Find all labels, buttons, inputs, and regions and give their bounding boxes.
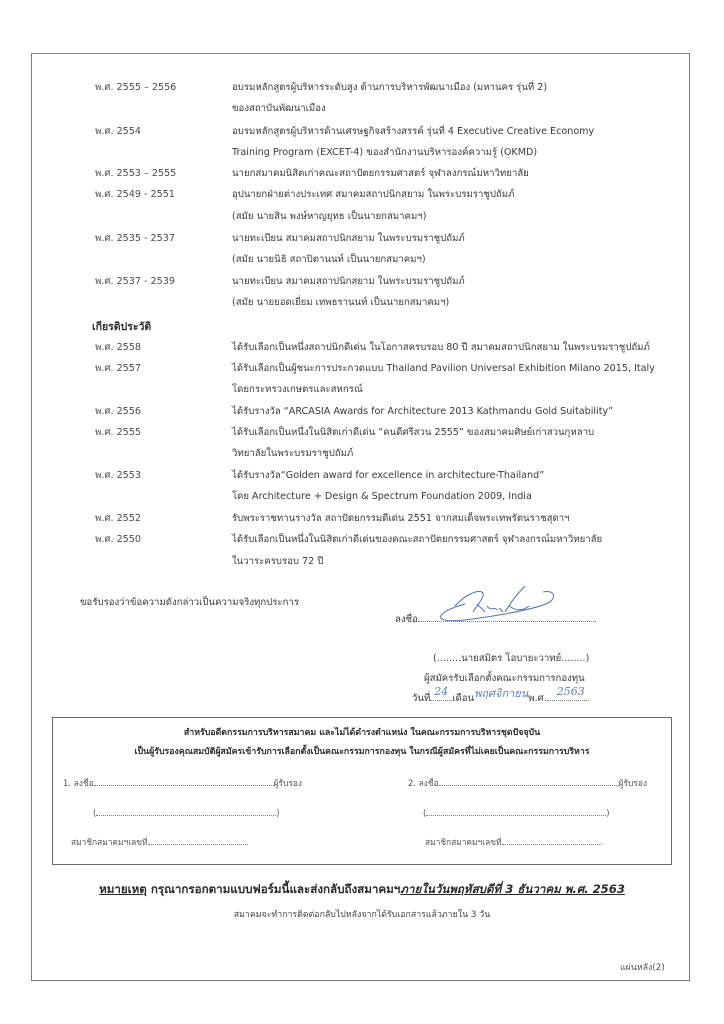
note-text: กรุณากรอกตามแบบฟอร์มนี้และส่งกลับถึงสมาคมฯ [146, 882, 401, 896]
description-line: ได้รับเลือกเป็นหนึ่งในนิสิตเก่าดีเด่นของคณะสถาปัตยกรรมศาสตร์ จุฬาลงกรณ์มหาวิทยาลัย [232, 534, 603, 545]
endorsement-heading-2: เป็นผู้รับรองคุณสมบัติผู้สมัครเข้ารับการเลือกตั้งเป็นคณะกรรมการกองทุน ในกรณีผู้สมัครที่ไม่เคยเป็นคณะกรรมการบริหาร [134, 747, 590, 757]
description-line: ของสถาบันพัฒนาเมือง [232, 103, 326, 114]
endorser-2-member-number-field[interactable] [425, 835, 602, 849]
description-line: ในวาระครบรอบ 72 ปี [232, 556, 324, 567]
endorser-number: 1. [63, 778, 71, 788]
deadline-note [0, 881, 724, 899]
description-line: ได้รับเลือกเป็นหนึ่งในนิสิตเก่าดีเด่น “คนดีศรีสวน 2555” ของสมาคมศิษย์เก่าสวนกุหลาบ [232, 427, 595, 438]
member-label: สมาชิกสมาคมฯเลขที่ [71, 837, 148, 847]
note-label: หมายเหตุ [99, 882, 147, 896]
year-label: พ.ศ. 2549 - 2551 [95, 189, 175, 200]
endorser-2-signature-field[interactable] [408, 776, 647, 790]
year-label: พ.ศ. 2550 [95, 534, 141, 545]
month-value[interactable]: พฤศจิกายน [474, 687, 529, 700]
applicant-signature-field[interactable] [395, 612, 596, 627]
description-line: อบรมหลักสูตรผู้บริหารด้านเศรษฐกิจสร้างสรรค์ รุ่นที่ 4 Executive Creative Economy [232, 126, 595, 137]
sign-label: ลงชื่อ [395, 614, 418, 625]
year-label: พ.ศ. 2537 - 2539 [95, 276, 175, 287]
day-value[interactable]: 24 [434, 685, 449, 698]
honors-heading: เกียรติประวัติ [92, 321, 152, 333]
description-line: ได้รับรางวัล “ARCASIA Awards for Architecture 2013 Kathmandu Gold Suitability” [232, 406, 614, 417]
year-label: พ.ศ. 2553 – 2555 [95, 168, 177, 179]
description-line: โดยกระทรวงเกษตรและสหกรณ์ [232, 384, 363, 395]
signature-date [412, 685, 589, 706]
applicant-name: (........นายสมิตร โอบายะวาทย์........) [433, 653, 590, 664]
year-label: พ.ศ. 2535 - 2537 [95, 233, 175, 244]
endorsement-heading-1: สำหรับอดีตกรรมการบริหารสมาคม และไม่ได้ดำรงตำแหน่ง ในคณะกรรมการบริหารชุดปัจจุบัน [183, 728, 541, 738]
description-line: (สมัย นายยอดเยี่ยม เทพธรานนท์ เป็นนายกสมาคมฯ) [232, 297, 450, 308]
description-line: นายทะเบียน สมาคมสถาปนิกสยาม ในพระบรมราชูปถัมภ์ [232, 233, 465, 244]
description-line: รับพระราชทานรางวัล สถาปัตยกรรมดีเด่น 2551 จากสมเด็จพระเทพรัตนราชสุดาฯ [232, 513, 570, 524]
description-line: Training Program (EXCET-4) ของสำนักงานบริหารองค์ความรู้ (OKMD) [232, 147, 538, 158]
year-label: พ.ศ. 2553 [95, 470, 141, 481]
note-deadline: ภายในวันพฤหัสบดีที่ 3 ธันวาคม พ.ศ. 2563 [400, 882, 625, 896]
description-line: นายทะเบียน สมาคมสถาปนิกสยาม ในพระบรมราชูปถัมภ์ [232, 276, 465, 287]
description-line: อุปนายกฝ่ายต่างประเทศ สมาคมสถาปนิกสยาม ในพระบรมราชูปถัมภ์ [232, 189, 515, 200]
description-line: อบรมหลักสูตรผู้บริหารระดับสูง ด้านการบริหารพัฒนาเมือง (มหานคร รุ่นที่ 2) [232, 82, 548, 93]
endorser-suffix: ผู้รับรอง [618, 778, 647, 788]
month-label: เดือน [452, 693, 475, 704]
page-label: แผ่นหลัง(2) [620, 963, 665, 973]
year-label: พ.ศ. 2555 [95, 427, 141, 438]
endorser-2-name-field[interactable]: ( ) [423, 808, 610, 818]
endorser-1-name-field[interactable]: ( ) [93, 808, 280, 818]
description-line: นายกสมาคมนิสิตเก่าคณะสถาปัตยกรรมศาสตร์ จุฬาลงกรณ์มหาวิทยาลัย [232, 168, 529, 179]
sign-label: ลงชื่อ [73, 778, 94, 788]
endorser-number: 2. [408, 778, 416, 788]
description-line: (สมัย นายนิธิ สถาปิตานนท์ เป็นนายกสมาคมฯ) [232, 254, 426, 265]
year-label: พ.ศ. 2552 [95, 513, 141, 524]
endorser-1-signature-field[interactable] [63, 776, 302, 790]
day-label: วันที่ [412, 693, 431, 704]
description-line: วิทยาลัยในพระบรมราชูปถัมภ์ [232, 448, 354, 459]
description-line: (สมัย นายสิน พงษ์หาญยุทธ เป็นนายกสมาคมฯ) [232, 211, 427, 222]
description-line: ได้รับเลือกเป็นหนึ่งสถาปนิกดีเด่น ในโอกาสครบรอบ 80 ปี สมาคมสถาปนิกสยาม ในพระบรมราชูปถัมภ์ [232, 342, 650, 353]
year-value[interactable]: 2563 [556, 685, 585, 698]
sign-label: ลงชื่อ [418, 778, 439, 788]
endorsement-box [52, 717, 672, 865]
contact-note: สมาคมจะทำการติดต่อกลับไปหลังจากได้รับเอกสารแล้วภายใน 3 วัน [233, 910, 491, 920]
year-label: พ.ศ. 2556 [95, 406, 141, 417]
description-line: ได้รับเลือกเป็นผู้ชนะการประกวดแบบ Thailand Pavilion Universal Exhibition Milano 2015, Italy [232, 363, 655, 374]
description-line: โดย Architecture + Design & Spectrum Foundation 2009, India [232, 491, 532, 502]
applicant-role: ผู้สมัครรับเลือกตั้งคณะกรรมการกองทุน [424, 673, 585, 684]
description-line: ได้รับรางวัล“Golden award for excellence in architecture-Thailand” [232, 470, 545, 481]
endorser-suffix: ผู้รับรอง [273, 778, 302, 788]
year-label: พ.ศ. 2555 – 2556 [95, 82, 177, 93]
endorser-1-member-number-field[interactable] [71, 835, 248, 849]
year-label: พ.ศ. 2558 [95, 342, 141, 353]
year-label: พ.ศ. 2557 [95, 363, 141, 374]
year-label: พ.ศ. 2554 [95, 126, 141, 137]
member-label: สมาชิกสมาคมฯเลขที่ [425, 837, 502, 847]
year-label: พ.ศ. [528, 693, 547, 704]
certification-statement: ขอรับรองว่าข้อความดังกล่าวเป็นความจริงทุกประการ [80, 597, 299, 608]
